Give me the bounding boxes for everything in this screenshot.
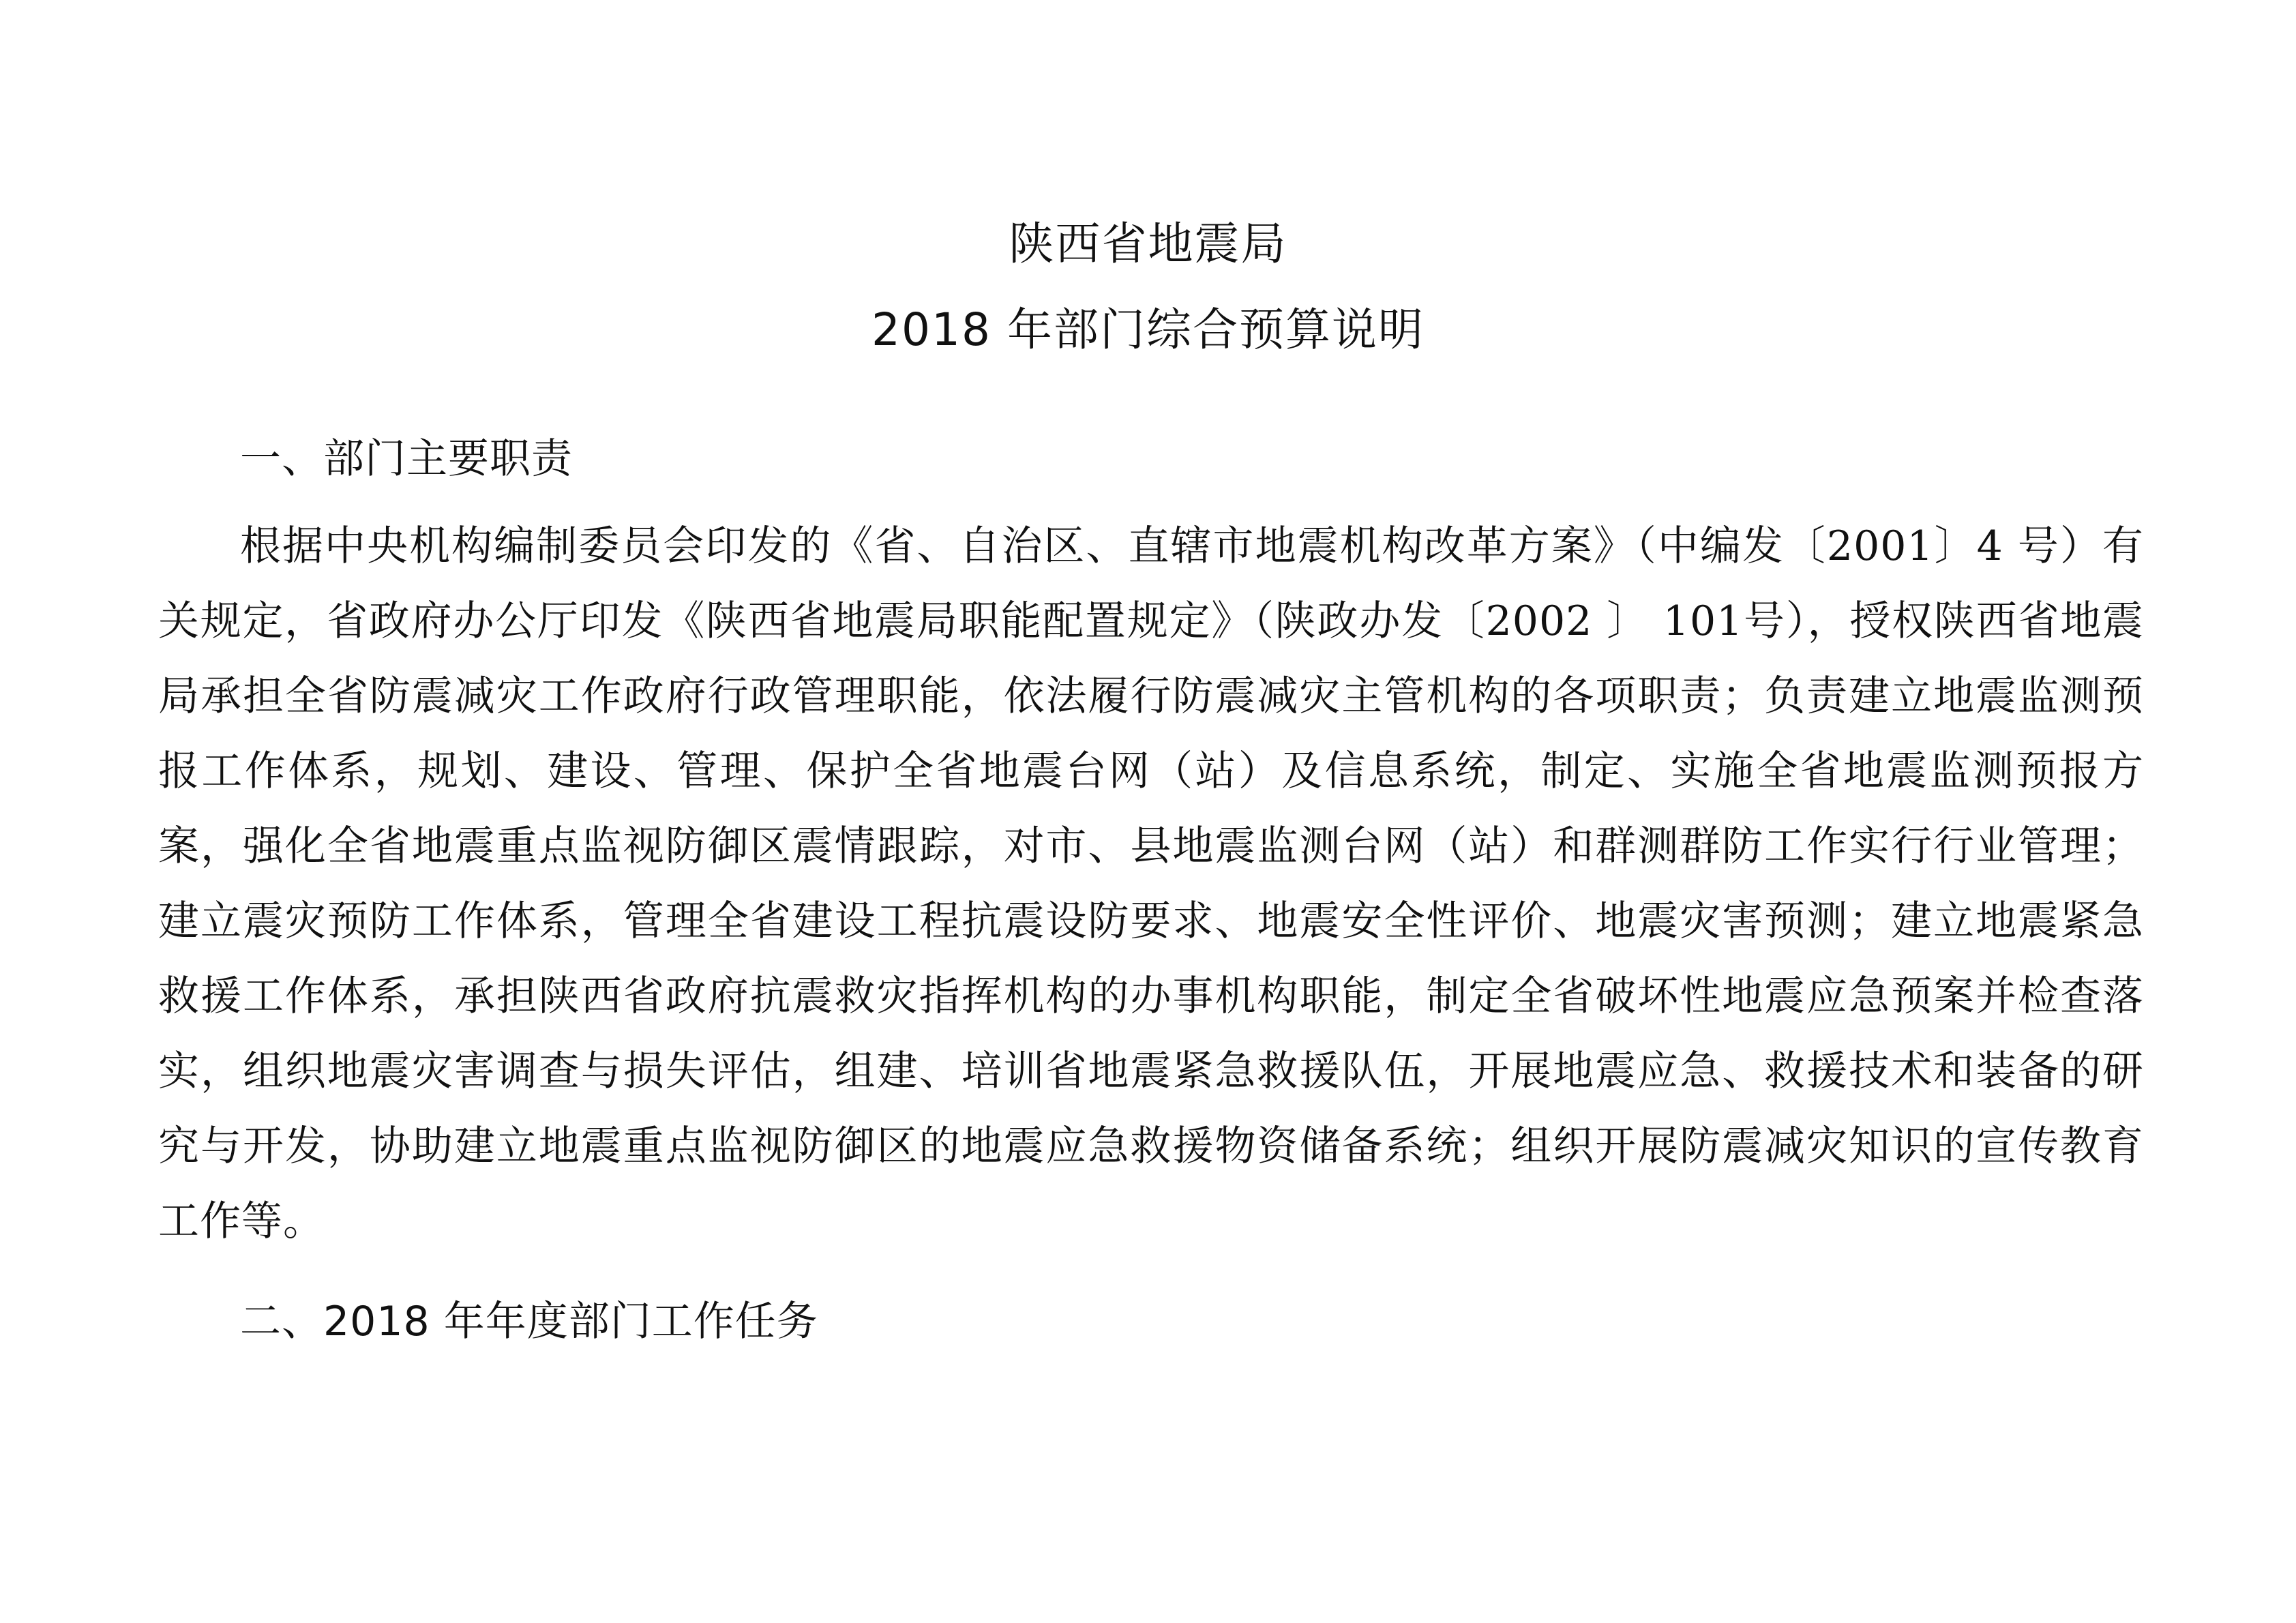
document-subtitle: 2018 年部门综合预算说明: [871, 303, 1425, 356]
section-heading-tasks: 二、2018 年年度部门工作任务: [240, 1298, 818, 1345]
document-title: 陕西省地震局: [1009, 218, 1287, 270]
section-heading-duties: 一、部门主要职责: [240, 435, 573, 483]
section-paragraph-duties: 根据中央机构编制委员会印发的《省、自治区、直辖市地震机构改革方案》（中编发〔2001〕4 号）有关规定，省政府办公厅印发《陕西省地震局职能配置规定》（陕政办发〔2002 〕 101号），授权陕西省地震局承担全省防震减灾工作政府行政管理职能，依法履行防震减灾主管机构的各项职责；负责建立地震监测预报工作体系，规划、建设、管理、保护全省地震台网（站）及信息系统，制定、实施全省地震监测预报方案，强化全省地震重点监视防御区震情跟踪，对市、县地震监测台网（站）和群测群防工作实行行业管理；建立震灾预防工作体系，管理全省建设工程抗震设防要求、地震安全性评价、地震灾害预测；建立地震紧急救援工作体系，承担陕西省政府抗震救灾指挥机构的办事机构职能，制定全省破坏性地震应急预案并检查落实，组织地震灾害调查与损失评估，组建、培训省地震紧急救援队伍，开展地震应急、救援技术和装备的研究与开发，协助建立地震重点监视防御区的地震应急救援物资储备系统；组织开展防震减灾知识的宣传教育工作等。: [158, 522, 2144, 1245]
